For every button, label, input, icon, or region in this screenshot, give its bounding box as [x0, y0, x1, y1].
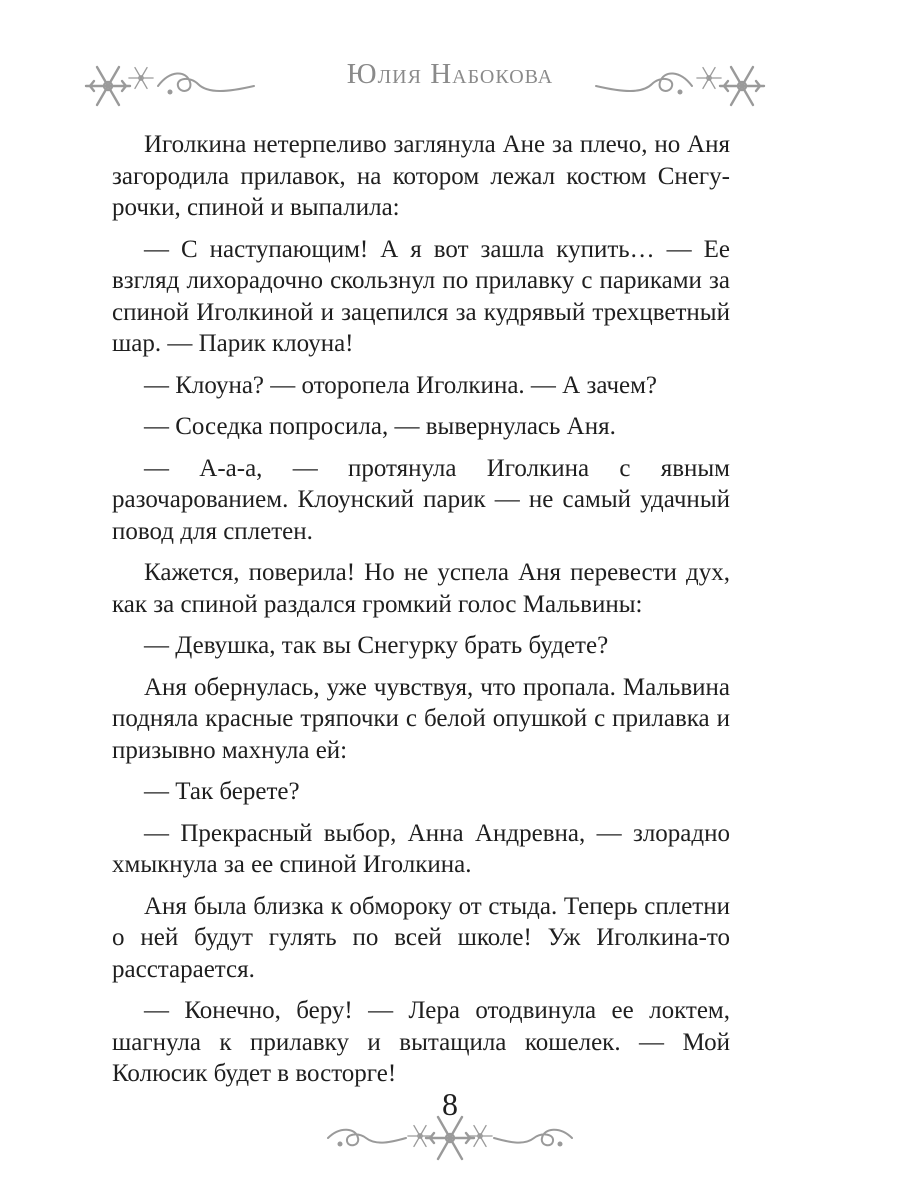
paragraph: — Клоуна? — оторопела Иголкина. — А зачем?: [144, 371, 658, 399]
running-head-author: Юлия Набокова: [346, 58, 554, 90]
running-head: [0, 56, 900, 120]
paragraph: — А-а-а, — протянула Иголкина с явным разочарованием. Клоунский парик — не самый удачный повод для сплетен.: [112, 454, 730, 545]
paragraph: — Так берете?: [144, 778, 300, 805]
paragraph: Аня обернулась, уже чувствуя, что пропала. Мальвина подняла красные тряпочки с белой опушкой с прилавка и призывно махнула ей:: [112, 673, 730, 764]
paragraph: — Прекрасный выбор, Анна Андревна, — злорадно хмыкнула за ее спиной Иголкина.: [112, 819, 730, 878]
paragraph: — Соседка попросила, — вывернулась Аня.: [144, 413, 616, 440]
paragraph: Кажется, поверила! Но не успела Аня перевести дух, как за спиной раздался громкий голос Мальвины:: [112, 559, 730, 618]
body-text: [112, 129, 730, 1100]
snowflake-flourish-right-icon: [592, 56, 772, 116]
page-number: 8: [442, 1086, 458, 1122]
snowflake-flourish-footer-icon: [320, 1112, 580, 1168]
paragraph: Иголкина нетерпеливо заглянула Ане за плечо, но Аня загородила прилавок, на котором лежал костюм Снегурочки, спиной и выпалила:: [112, 131, 730, 221]
paragraph: — Конечно, беру! — Лера отодвинула ее локтем, шагнула к прилавку и вытащила кошелек. — Мой Колюсик будет в восторге!: [112, 997, 730, 1087]
paragraph: — С наступающим! А я вот зашла купить… — Ее взгляд лихорадочно скользнул по прилавку с париками за спиной Иголкиной и зацепился за кудрявый трехцветный шар. — Парик клоуна!: [112, 235, 730, 357]
paragraph: Аня была близка к обмороку от стыда. Теперь сплетни о ней будут гулять по всей школе! Уж Иголкина-то расстарается.: [112, 892, 730, 983]
paragraph: — Девушка, так вы Снегурку брать будете?: [144, 632, 609, 659]
